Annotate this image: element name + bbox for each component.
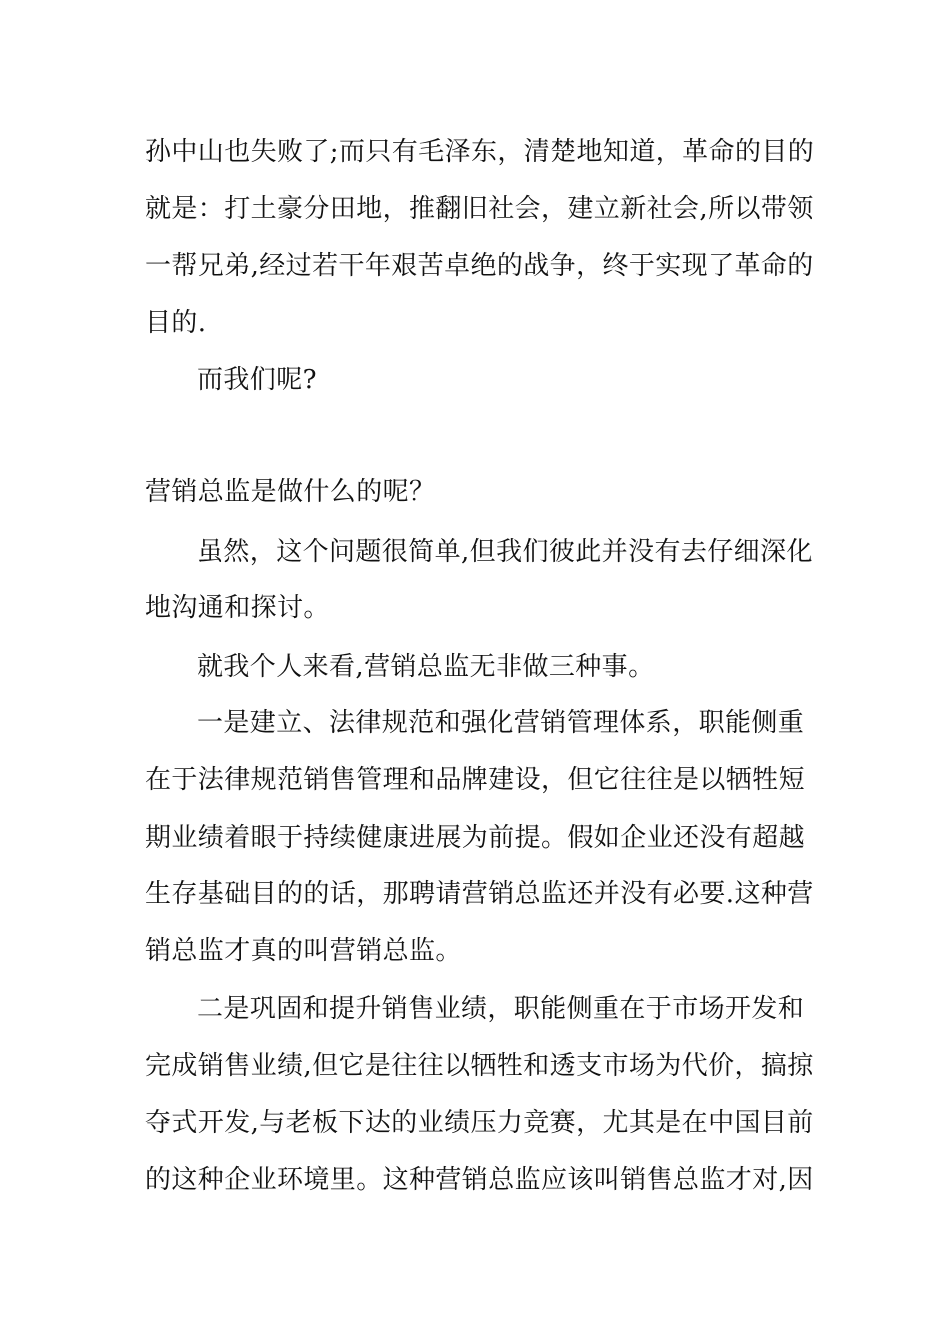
text-line: 地沟通和探讨。 (145, 593, 330, 623)
text-line: 在于法律规范销售管理和品牌建设，但它往往是以牺牲短 (145, 765, 806, 795)
text-line: 二是巩固和提升销售业绩，职能侧重在于市场开发和 (197, 994, 805, 1024)
text-line: 目的. (145, 308, 207, 338)
text-line: 一是建立、法律规范和强化营销管理体系，职能侧重 (197, 708, 805, 738)
text-line: 孙中山也失败了;而只有毛泽东，清楚地知道，革命的目的 (145, 137, 815, 167)
text-line: 夺式开发,与老板下达的业绩压力竞赛，尤其是在中国目前 (145, 1108, 814, 1138)
text-line: 虽然，这个问题很简单,但我们彼此并没有去仔细深化 (197, 537, 813, 567)
text-line: 的这种企业环境里。这种营销总监应该叫销售总监才对,因 (145, 1165, 814, 1195)
text-line: 一帮兄弟,经过若干年艰苦卓绝的战争，终于实现了革命的 (145, 251, 814, 281)
text-line: 而我们呢? (197, 365, 317, 395)
text-line: 就我个人来看,营销总监无非做三种事。 (197, 652, 655, 682)
text-line: 期业绩着眼于持续健康进展为前提。假如企业还没有超越 (145, 823, 806, 853)
text-line: 就是：打土豪分田地，推翻旧社会，建立新社会,所以带领 (145, 194, 814, 224)
text-line: 销总监才真的叫营销总监。 (145, 936, 462, 966)
text-line: 完成销售业绩,但它是往往以牺牲和透支市场为代价，搞掠 (145, 1051, 814, 1081)
text-line: 生存基础目的的话，那聘请营销总监还并没有必要.这种营 (145, 879, 814, 909)
section-heading: 营销总监是做什么的呢？ (145, 477, 436, 507)
